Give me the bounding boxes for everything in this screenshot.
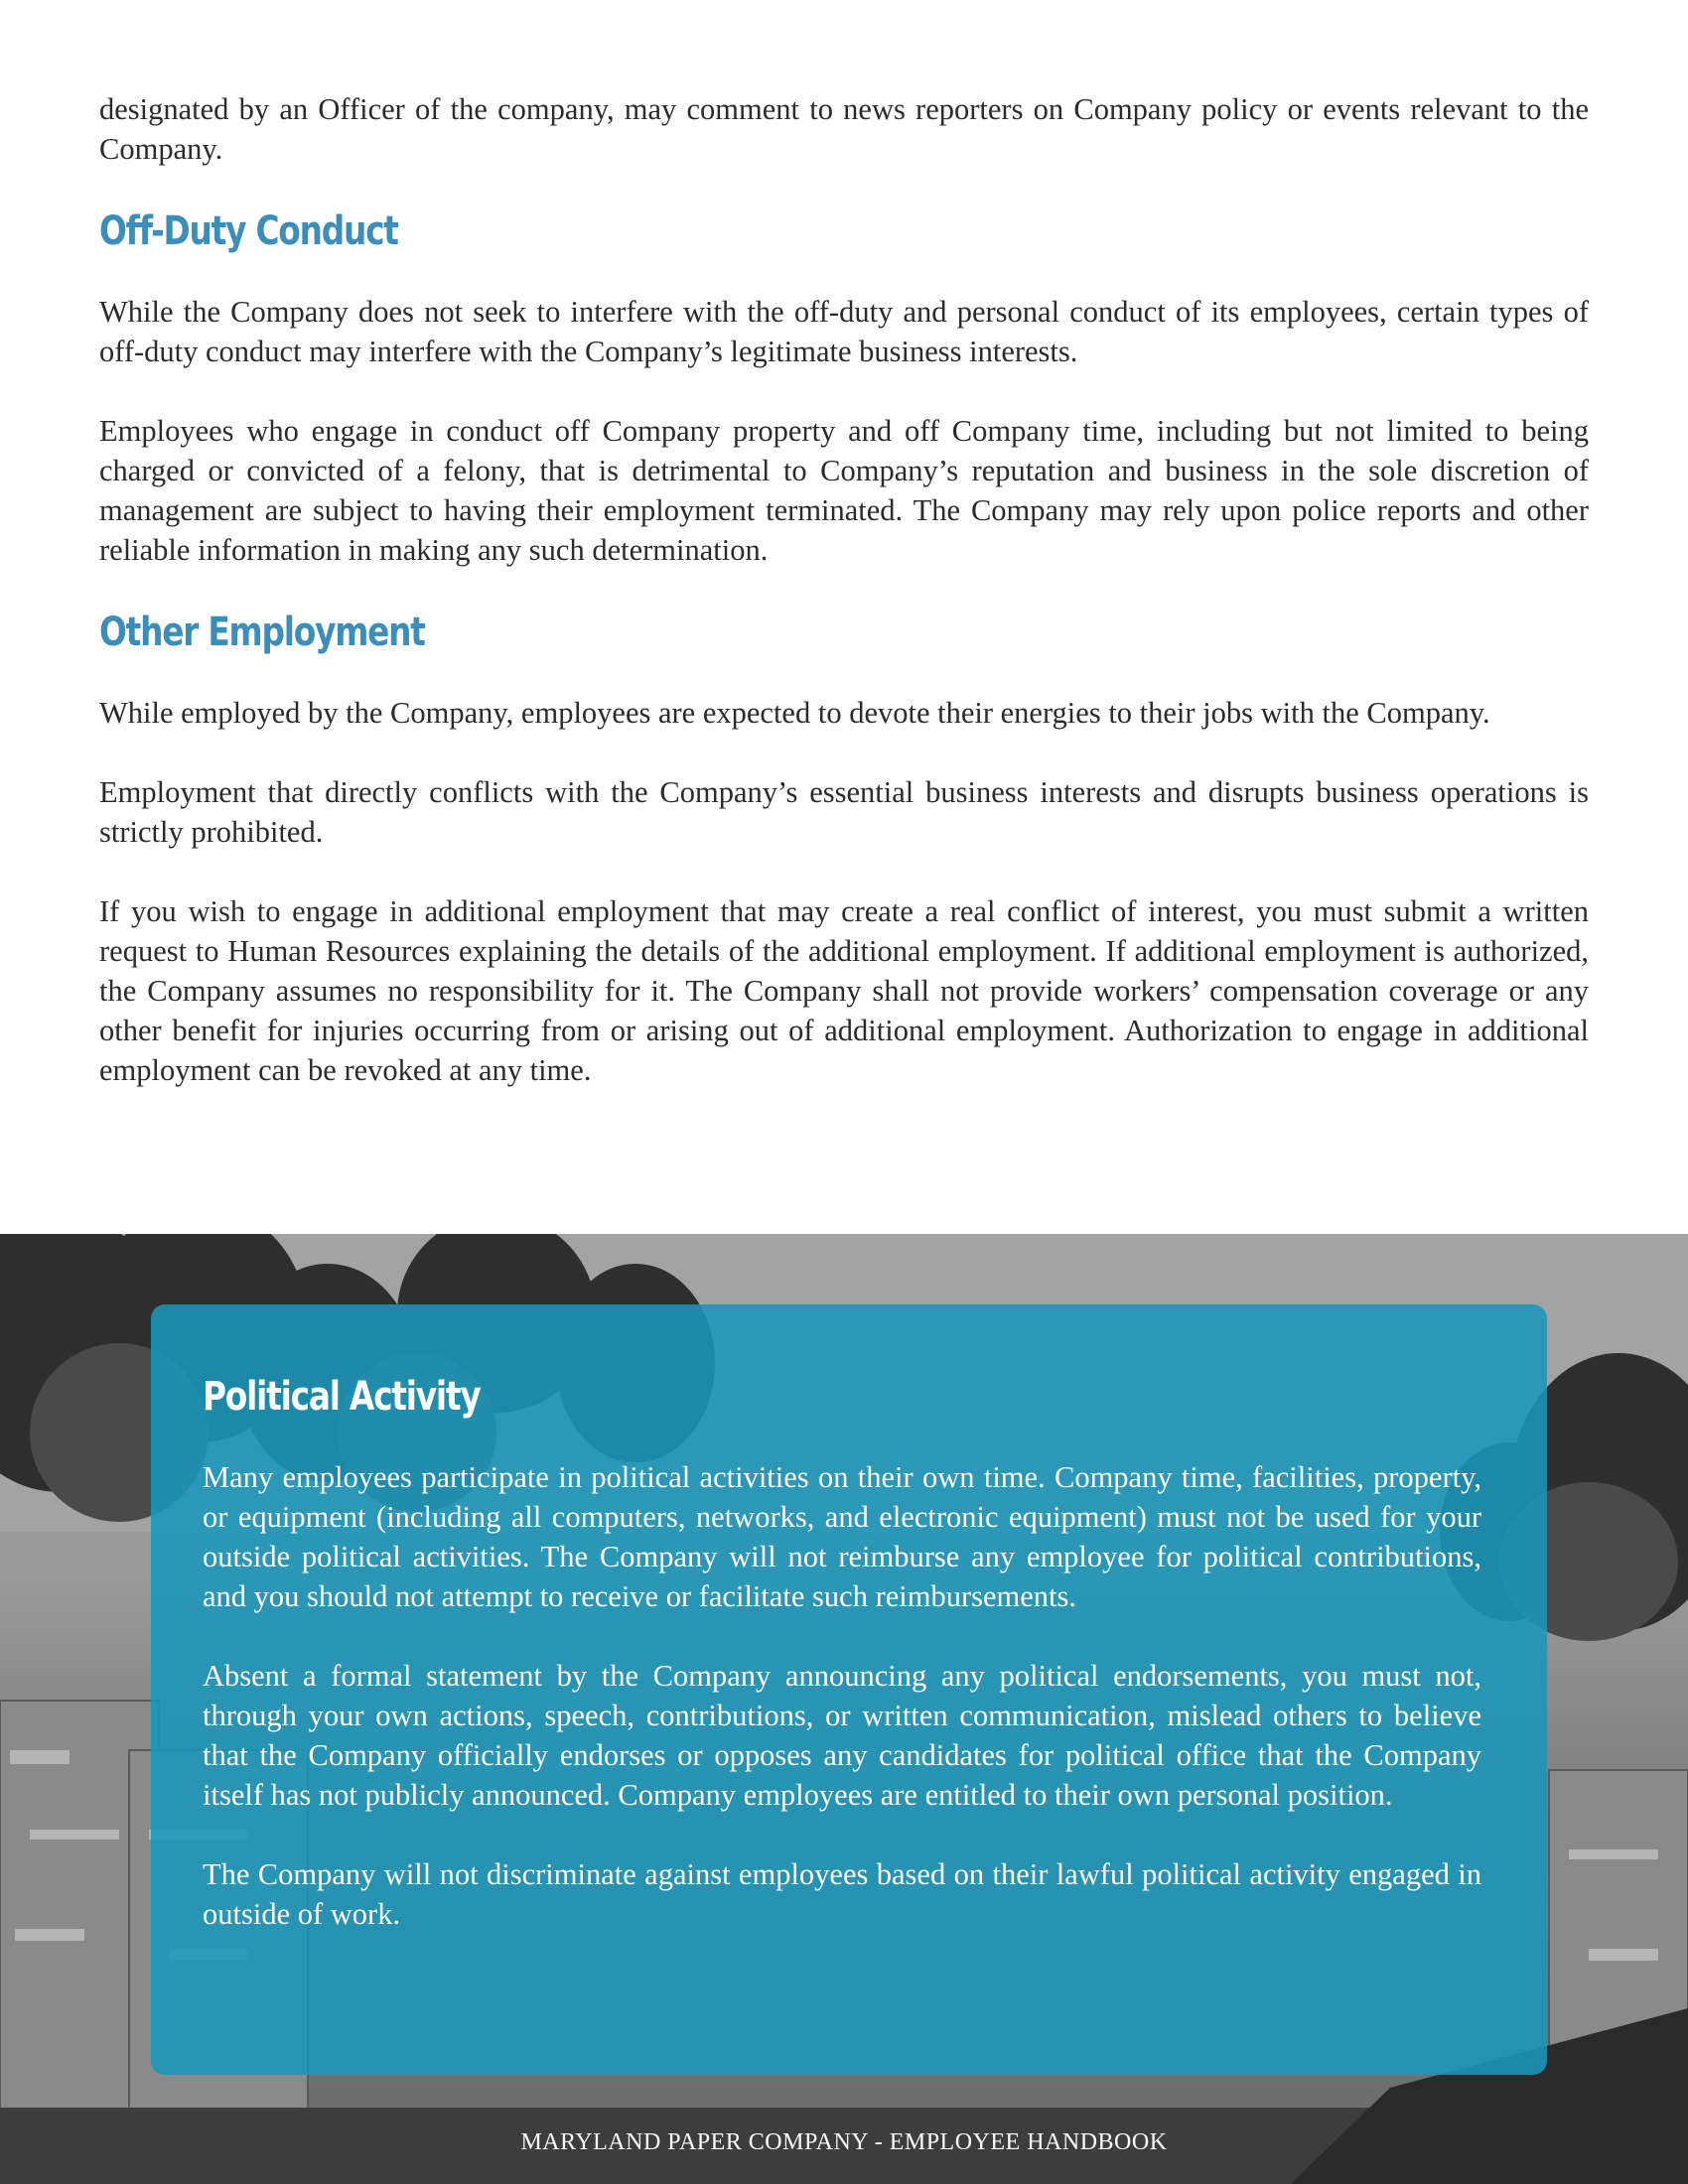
off-duty-paragraph-2: Employees who engage in conduct off Company property and off Company time, including but not limited to being charged or convicted of a felony, that is detrimental to Company’s reputation and business in the sole discretion of management are subject to having their employment terminated. The Company may rely upon police reports and other reliable information in making any such determination. [99, 414, 1589, 567]
other-employment-heading: Other Employment [99, 610, 425, 655]
other-employment-paragraph-3: If you wish to engage in additional employment that may create a real conflict of interest, you must submit a written request to Human Resources explaining the details of the additional employment. If additional employment is authorized, the Company assumes no responsibility for it. The Company shall not provide workers’ compensation coverage or any other benefit for injuries occurring from or arising out of additional employment. Authorization to engage in additional employment can be revoked at any time. [99, 894, 1589, 1087]
other-employment-paragraph-2: Employment that directly conflicts with the Company’s essential business interests and disrupts business operations is strictly prohibited. [99, 775, 1589, 849]
political-activity-paragraph-1: Many employees participate in political activities on their own time. Company time, facilities, property, or equipment (including all computers, networks, and electronic equipment) must not be used for your outside political activities. The Company will not reimburse any employee for political contributions, and you should not attempt to receive or facilitate such reimbursements. [203, 1460, 1481, 1613]
other-employment-paragraph-1: While employed by the Company, employees are expected to devote their energies to their jobs with the Company. [99, 696, 1490, 730]
off-duty-heading: Off-Duty Conduct [99, 208, 398, 254]
political-activity-heading: Political Activity [203, 1374, 481, 1420]
page-footer: MARYLAND PAPER COMPANY - EMPLOYEE HANDBOOK [520, 2129, 1168, 2155]
off-duty-paragraph-1: While the Company does not seek to interfere with the off-duty and personal conduct of its employees, certain types of off-duty conduct may interfere with the Company’s legitimate business interests. [99, 295, 1589, 368]
political-activity-paragraph-2: Absent a formal statement by the Company announcing any political endorsements, you must not, through your own actions, speech, contributions, or written communication, mislead others to believe that the Company officially endorses or opposes any candidates for political office that the Company itself has not publicly announced. Company employees are entitled to their own personal position. [203, 1659, 1481, 1812]
intro-paragraph: designated by an Officer of the company, may comment to news reporters on Company policy or events relevant to the Company. [99, 92, 1589, 166]
political-activity-callout [151, 1304, 1547, 2075]
main-content [99, 89, 1589, 1130]
political-activity-paragraph-3: The Company will not discriminate against employees based on their lawful political activity engaged in outside of work. [203, 1857, 1481, 1931]
